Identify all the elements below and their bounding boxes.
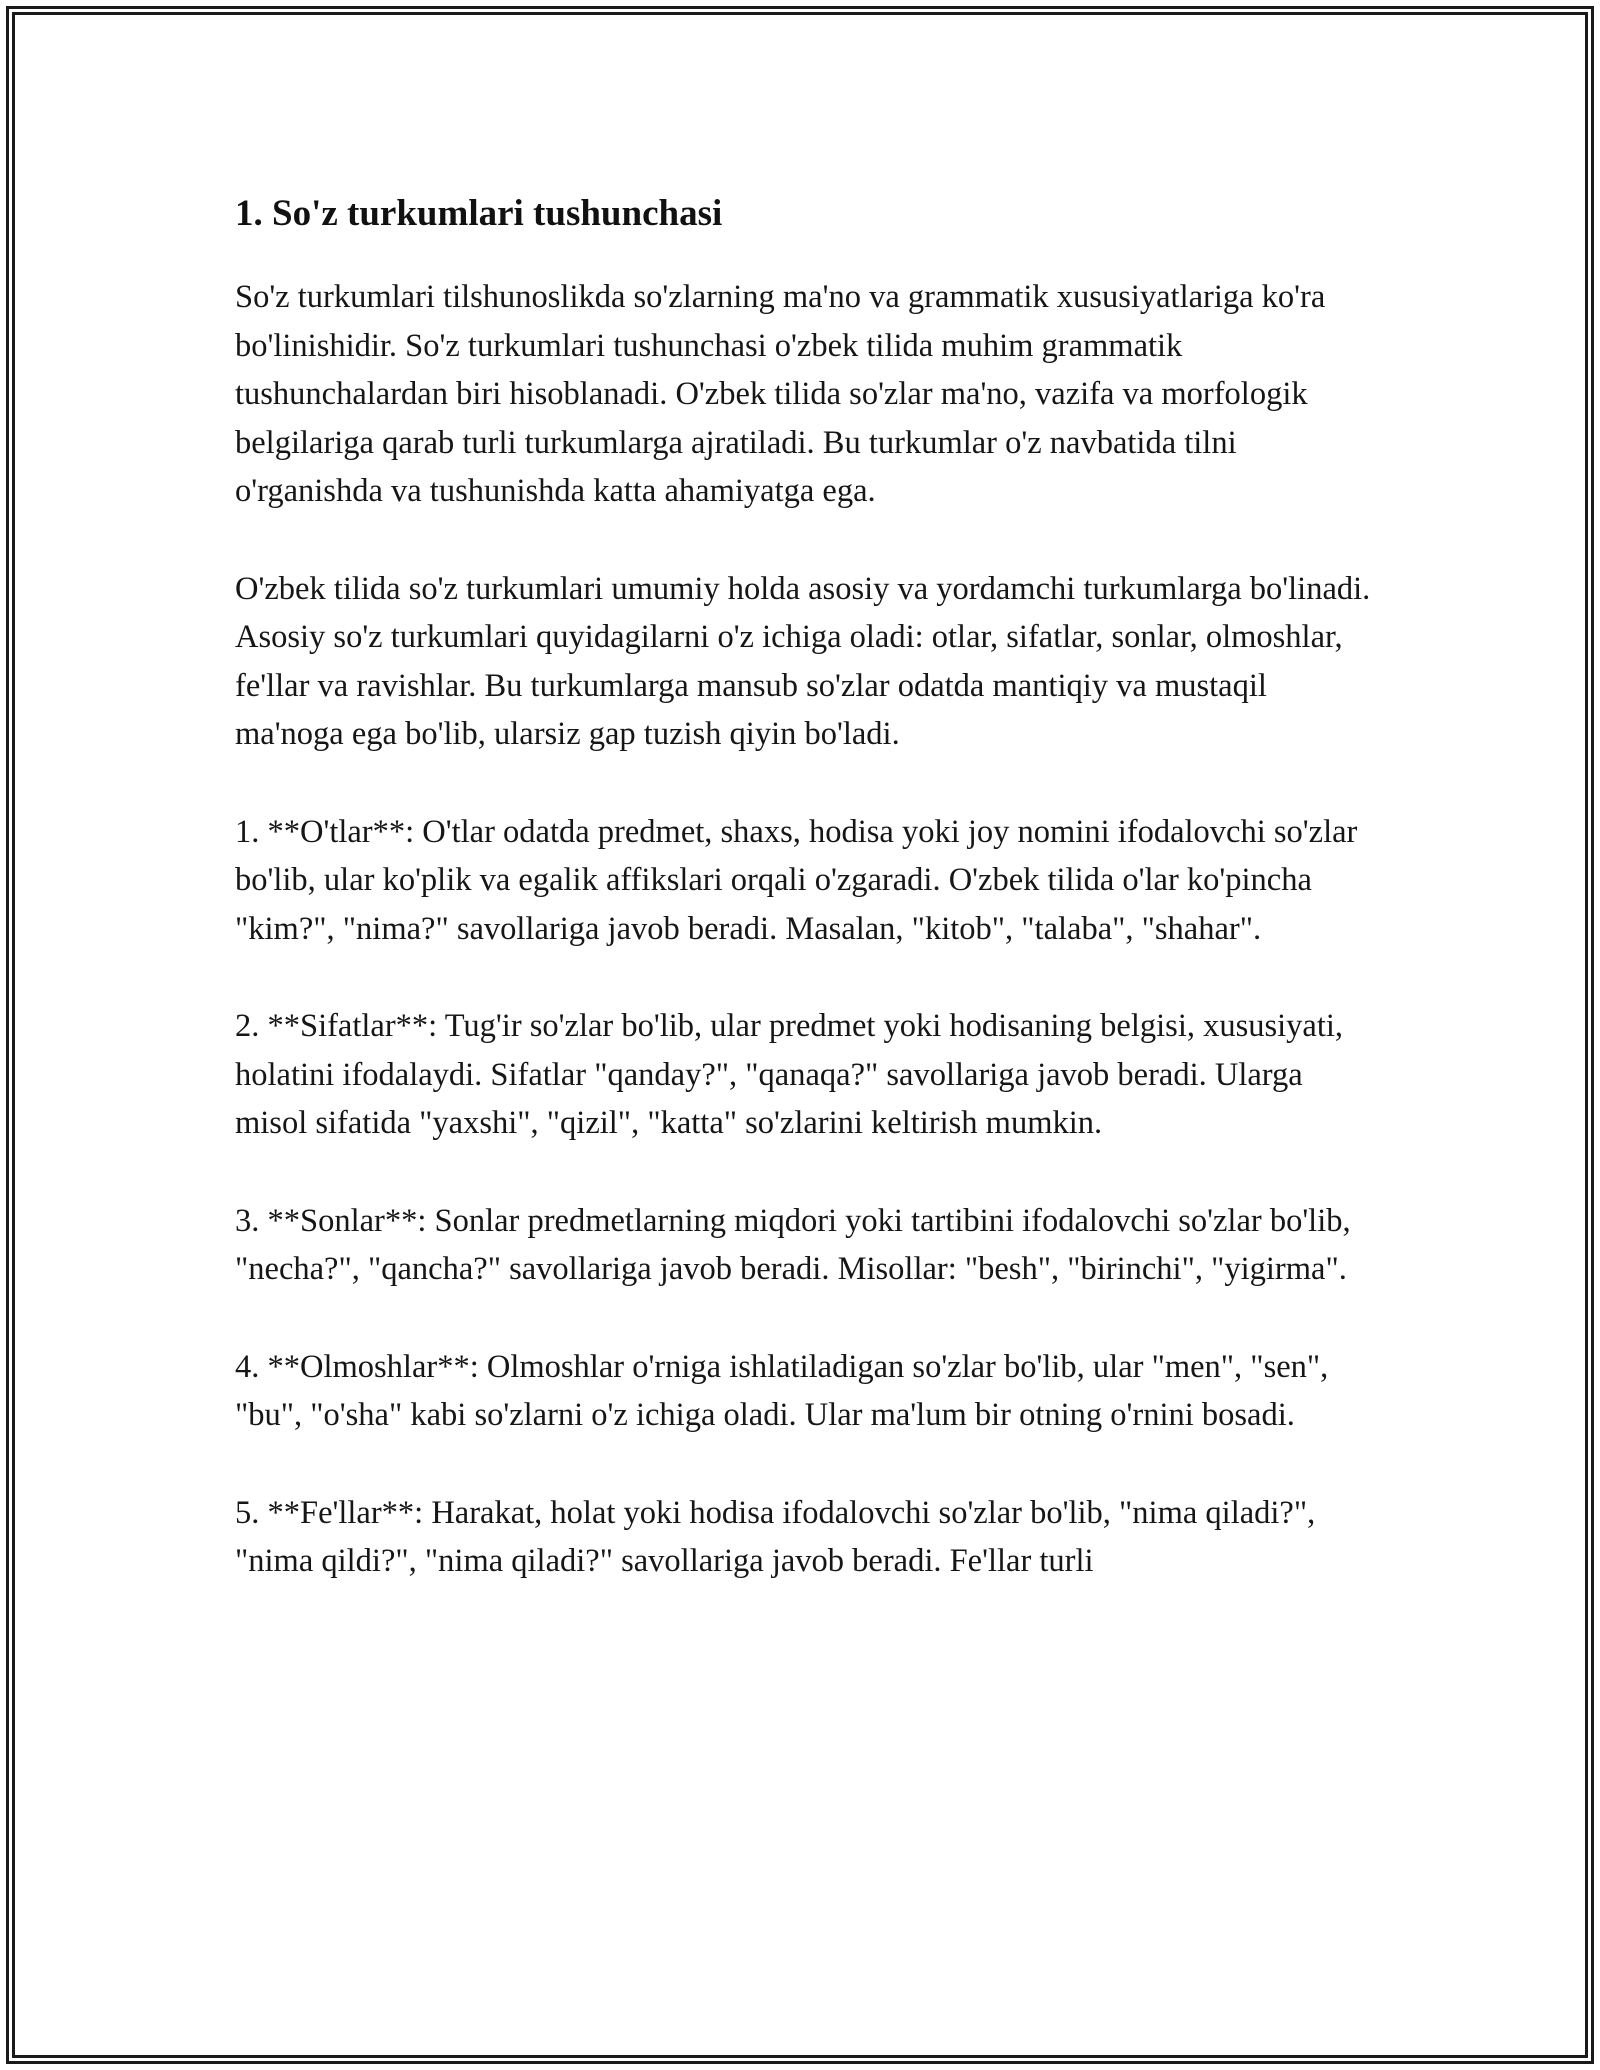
list-item-verbs: 5. **Fe'llar**: Harakat, holat yoki hodisa ifodalovchi so'zlar bo'lib, "nima qiladi?", "nima qildi?", "nima qiladi?" savollariga javob beradi. Fe'llar turli	[235, 1494, 1316, 1579]
list-item-pronouns: 4. **Olmoshlar**: Olmoshlar o'rniga ishlatiladigan so'zlar bo'lib, ular "men", "sen", "bu", "o'sha" kabi so'zlarni o'z ichiga oladi. Ular ma'lum bir otning o'rnini bosadi.	[235, 1348, 1329, 1433]
list-item-adjectives: 2. **Sifatlar**: Tug'ir so'zlar bo'lib, ular predmet yoki hodisaning belgisi, xususiyati, holatini ifodalaydi. Sifatlar "qanday?", "qanaqa?" savollariga javob beradi. Ularga misol sifatida "yaxshi", "qizil", "katta" so'zlarini keltirish mumkin.	[235, 1008, 1344, 1141]
section-heading: 1. So'z turkumlari tushunchasi	[235, 193, 723, 234]
classification-paragraph: O'zbek tilida so'z turkumlari umumiy holda asosiy va yordamchi turkumlarga bo'linadi. Asosiy so'z turkumlari quyidagilarni o'z ichiga oladi: otlar, sifatlar, sonlar, olmoshlar, fe'llar va ravishlar. Bu turkumlarga mansub so'zlar odatda mantiqiy va mustaqil ma'noga ega bo'lib, ularsiz gap tuzish qiyin bo'ladi.	[235, 570, 1371, 752]
list-item-numerals: 3. **Sonlar**: Sonlar predmetlarning miqdori yoki tartibini ifodalovchi so'zlar bo'lib, "necha?", "qancha?" savollariga javob beradi. Misollar: "besh", "birinchi", "yigirma".	[235, 1202, 1351, 1287]
intro-paragraph: So'z turkumlari tilshunoslikda so'zlarning ma'no va grammatik xususiyatlariga ko'ra bo'linishidir. So'z turkumlari tushunchasi o'zbek tilida muhim grammatik tushunchalardan biri hisoblanadi. O'zbek tilida so'zlar ma'no, vazifa va morfologik belgilariga qarab turli turkumlarga ajratiladi. Bu turkumlar o'z navbatida tilni o'rganishda va tushunishda katta ahamiyatga ega.	[235, 279, 1326, 509]
document-body	[235, 185, 1375, 1635]
list-item-nouns: 1. **O'tlar**: O'tlar odatda predmet, shaxs, hodisa yoki joy nomini ifodalovchi so'zlar bo'lib, ular ko'plik va egalik affikslari orqali o'zgaradi. O'zbek tilida o'lar ko'pincha "kim?", "nima?" savollariga javob beradi. Masalan, "kitob", "talaba", "shahar".	[235, 813, 1358, 947]
